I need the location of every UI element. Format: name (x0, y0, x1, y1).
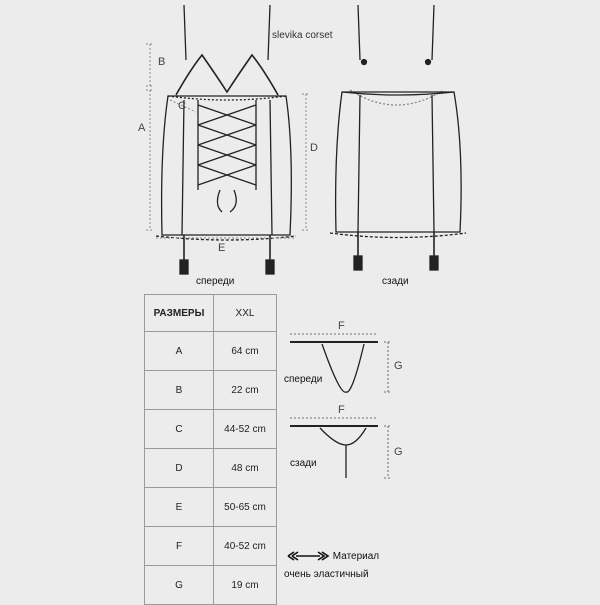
row-key: F (145, 527, 214, 566)
label-b: B (158, 56, 166, 68)
row-key: D (145, 449, 214, 488)
label-f-front: F (338, 320, 345, 332)
label-c: C (178, 100, 186, 112)
legend-very-elastic: очень эластичный (284, 569, 369, 580)
label-d: D (310, 142, 318, 154)
caption-thong-back: сзади (290, 458, 317, 469)
row-value: 44-52 cm (214, 410, 277, 449)
row-key: E (145, 488, 214, 527)
row-value: 40-52 cm (214, 527, 277, 566)
label-f-back: F (338, 404, 345, 416)
table-row (145, 527, 277, 566)
legend-line-1 (286, 548, 379, 566)
row-key: B (145, 371, 214, 410)
label-g-back: G (394, 446, 403, 458)
caption-back: сзади (382, 276, 409, 287)
back-dimension-line (302, 94, 310, 230)
header-xxl: XXL (214, 295, 277, 332)
row-value: 22 cm (214, 371, 277, 410)
row-key: C (145, 410, 214, 449)
table-row (145, 371, 277, 410)
size-table-header (145, 295, 277, 332)
row-value: 19 cm (214, 566, 277, 605)
header-sizes: РАЗМЕРЫ (145, 295, 214, 332)
legend-material: Материал (332, 551, 380, 562)
row-value: 50-65 cm (214, 488, 277, 527)
header-note: slevika corset (272, 30, 333, 41)
table-row (145, 332, 277, 371)
row-key: G (145, 566, 214, 605)
table-row (145, 488, 277, 527)
caption-thong-front: спереди (284, 374, 323, 385)
back-corset-drawing (330, 5, 466, 270)
table-row (145, 566, 277, 605)
thong-back-drawing (290, 418, 392, 478)
caption-front: спереди (196, 276, 235, 287)
label-g-front: G (394, 360, 403, 372)
row-value: 64 cm (214, 332, 277, 371)
elastic-arrows-icon (286, 551, 330, 561)
front-corset-drawing (156, 5, 296, 274)
table-row (145, 410, 277, 449)
table-row (145, 449, 277, 488)
row-key: A (145, 332, 214, 371)
row-value: 48 cm (214, 449, 277, 488)
label-a: A (138, 122, 146, 134)
size-table (144, 294, 277, 605)
elasticity-legend (286, 548, 379, 584)
front-dimension-lines (146, 44, 296, 238)
label-e: E (218, 242, 226, 254)
